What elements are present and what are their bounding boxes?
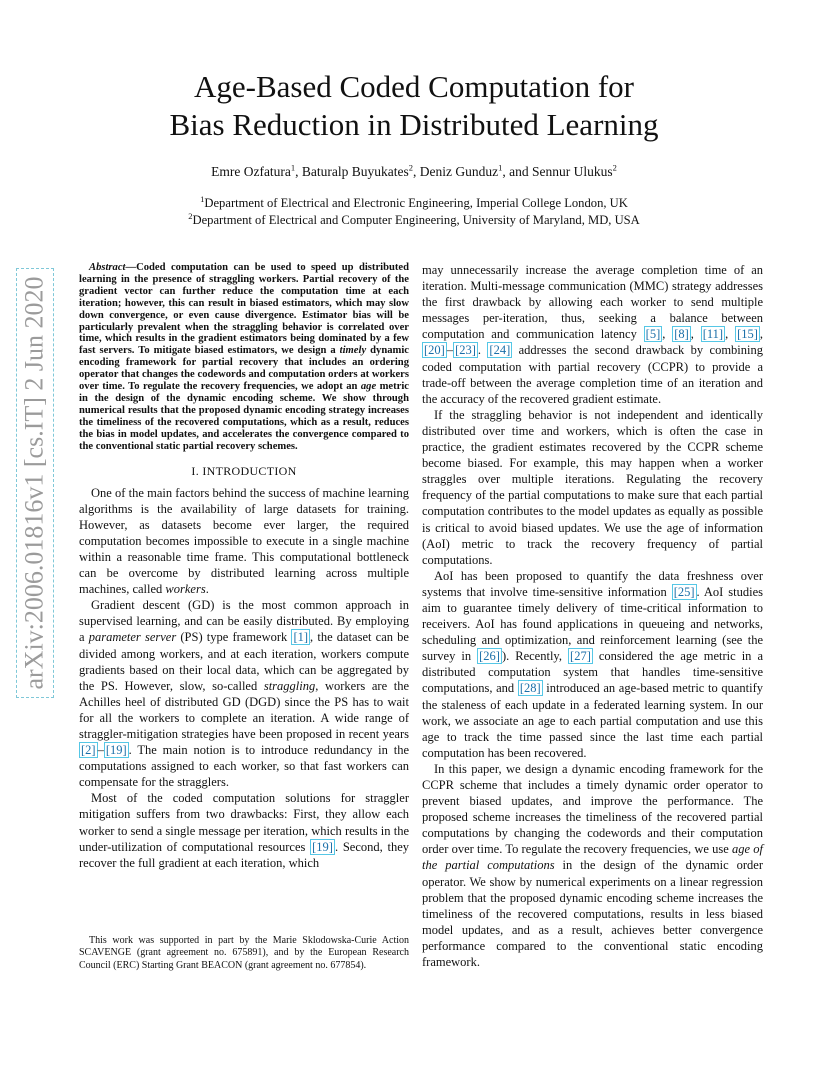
citation-separator: . [477,343,488,358]
citation-link[interactable]: [20] [424,343,445,358]
paragraph-text: introduced an age-based metric to quantify the staleness of each update in a federated learning system. In our work, we associate an age to each partial computation and use this age to track the time passed since the last time each partial computation has been recovered. [422,681,764,760]
title-line-1: Age-Based Coded Computation for [194,69,634,104]
paragraph-text: (PS) type framework [176,630,292,645]
citation-link[interactable]: [25] [673,584,695,599]
paragraph-text: In this paper, we design a dynamic encoding framework for the CCPR scheme that includes a timely dynamic order operator to prevent biased updates, and improve the performance. The proposed scheme increases the timeliness of the recovered partial computations by changing the codewords and their computation order over time. To regulate the recovery frequencies, we use [422,761,763,857]
citation-separator: , [725,327,736,342]
paragraph-emphasis: straggling [263,678,316,693]
intro-paragraph-1 [79,485,409,598]
paragraph-text: , workers are the Achilles heel of distributed GD (DGD) since the PS has to wait for all the workers to complete an iteration. A wide range of straggler-mitigation strategies have been proposed in recent years [79,678,409,741]
citation-range-dash: – [446,343,454,358]
abstract-emphasis: age [360,381,377,393]
author-affil-mark: 2 [408,162,414,173]
paragraph-text: AoI has been proposed to quantify the data freshness over systems that involve time-sensitive information [422,568,763,599]
author-name: Emre Ozfatura [211,164,291,179]
affiliations [60,195,768,229]
author-separator: , [413,164,420,179]
citation-link[interactable]: [27] [570,649,591,664]
paragraph-emphasis: parameter server [88,630,177,645]
section-heading-introduction: I. INTRODUCTION [191,463,297,478]
paragraph-text: . The main notion is to introduce redundancy in the computations assigned to each worker, so that fast workers can compensate for the stragglers. [79,743,409,790]
citation-link[interactable]: [1] [293,630,309,645]
paragraph-text: considered the age metric in a distributed computation system that handles time-sensitive computations, and [422,649,763,696]
citation-link[interactable]: [15] [737,327,758,342]
citation-link[interactable]: [23] [455,343,476,358]
abstract-emphasis: timely [339,345,367,357]
citation-separator: , [759,327,764,342]
citation-range-dash: – [97,743,104,758]
author-name: Deniz Gunduz [419,164,499,179]
author-list [60,163,768,181]
author-affil-mark: 1 [290,162,296,173]
paragraph-text: . Second, they recover the full gradient at each iteration, which [79,839,409,870]
intro-paragraph-6 [422,761,763,970]
intro-paragraph-3 [79,790,409,870]
citation-separator: , [690,327,701,342]
author-affil-mark: 2 [612,162,617,173]
citation-link[interactable]: [19] [105,743,127,758]
abstract-text: —Coded computation can be used to speed up distributed learning in the presence of straggling workers. Partial recovery of the gradient vector can further reduce the computation time at each iteration; however, this can result in biased estimators, which may slow down convergence, or even cause divergence. Estimator bias will be particularly prevalent when the straggling behavior is correlated over time, which results in the gradient estimators being dominated by a few fast servers. To mitigate biased estimators, we design a [79,262,409,357]
paragraph-text: Gradient descent (GD) is the most common approach in supervised learning, and can be easily distributed. By employing a [79,598,409,645]
affiliation-mark: 1 [200,193,205,204]
author-name: Sennur Ulukus [532,164,613,179]
intro-paragraph-3-continued [422,262,763,407]
paragraph-text: . [205,582,209,597]
author-name: Baturalp Buyukates [301,164,409,179]
intro-paragraph-5 [422,568,763,761]
citation-link[interactable]: [19] [312,839,333,854]
paragraph-text: One of the main factors behind the success of machine learning algorithms is the availability of large datasets for training. However, as datasets become ever larger, the required computation becomes impossible to execute in a single machine within a reasonable time frame. This computational bottleneck can be overcome by distributed learning across multiple machines, called [79,485,409,597]
abstract-label: Abstract [89,262,126,273]
paragraph-text: addresses the second drawback by combining coded computation with partial recovery (CCPR) to provide a trade-off between the average completion time of an iteration and the accuracy of the recovered gradient estimate. [422,343,763,406]
affiliation-line [60,212,768,229]
arxiv-identifier-text: arXiv:2006.01816v1 [cs.IT] 2 Jun 2020 [20,276,49,690]
paragraph-text: may unnecessarily increase the average completion time of an iteration. Multi-message communication (MMC) strategy addresses the first drawback by allowing each worker to send multiple messages per-iteration, thus, seeking a balance between computation and communication latency [422,263,763,342]
citation-separator: , [662,327,673,342]
affiliation-text: Department of Electrical and Computer Engineering, University of Maryland, MD, USA [192,213,640,227]
paper-title [60,68,768,144]
paragraph-emphasis: age of the partial computations [422,842,763,873]
affiliation-mark: 2 [188,210,193,221]
citation-link[interactable]: [5] [645,327,661,342]
paragraph-text: . AoI studies aim to guarantee timely delivery of time-critical information to receivers. AoI has found applications in queueing and networks, scheduling and optimization, and reinforcement learning (see the survey in [422,584,763,664]
intro-paragraph-2 [79,597,409,790]
citation-link[interactable]: [24] [489,343,511,358]
author-separator: , [295,164,302,179]
paragraph-text: ). Recently, [501,649,569,664]
paragraph-text: , the dataset can be divided among workers, and at each iteration, workers compute gradients based on their local data, which can be aggregated by the PS. However, slow, so-called [79,630,409,693]
abstract-text: metric in the design of the dynamic encoding scheme. We show through numerical results that the proposed dynamic encoding strategy increases the timeliness of the recovered computations, which as a result, reduces the bias in model updates, and accelerates the convergence compared to the conventional static partial recovery schemes. [79,381,409,452]
intro-paragraph-4: If the straggling behavior is not independent and identically distributed over time and workers, which is often the case in practice, the gradient estimates recovered by the CCPR scheme become biased. For example, this may happen when a worker straggles over multiple iterations. Regulating the recovery frequency of the partial computations to make sure that each partial computation contributes to the model updates as equally as possible is critical to avoid biased updates. We use the age of information (AoI) metric to track the recovery frequency of partial computations. [422,407,763,567]
paragraph-emphasis: workers [165,582,206,597]
affiliation-line [60,195,768,212]
citation-link[interactable]: [2] [81,743,96,758]
citation-link[interactable]: [8] [674,327,689,342]
paragraph-text: in the design of the dynamic order operator. We show by numerical experiments on a linear regression problem that the proposed dynamic encoding scheme increases the timeliness of the recovered computations, results in less biased model updates, and as a result, achieves better convergence performance compared to the conventional static encoding framework. [422,858,763,970]
abstract [79,262,409,453]
citation-link[interactable]: [26] [479,649,500,664]
paragraph-text: Most of the coded computation solutions for straggler mitigation suffers from two drawbacks: First, they allow each worker to send a single message per iteration, which results in the under-utilization of computational resources [79,791,409,854]
right-column [422,262,763,970]
author-separator: , and [502,164,533,179]
affiliation-text: Department of Electrical and Electronic Engineering, Imperial College London, UK [204,196,628,210]
funding-footnote: This work was supported in part by the Marie Sklodowska-Curie Action SCAVENGE (grant agreement no. 675891), and by the European Research Council (ERC) Starting Grant BEACON (grant agreement no. 677854). [79,935,409,971]
citation-link[interactable]: [28] [519,681,541,696]
citation-link[interactable]: [11] [702,327,724,342]
left-column [79,262,409,871]
arxiv-identifier-link[interactable] [16,268,54,698]
author-affil-mark: 1 [498,162,503,173]
title-line-2: Bias Reduction in Distributed Learning [169,107,659,142]
abstract-text: dynamic encoding framework for partial recovery that includes an ordering operator that changes the codewords and computation orders at workers over time. To regulate the recovery frequencies, we adopt an [79,345,409,393]
